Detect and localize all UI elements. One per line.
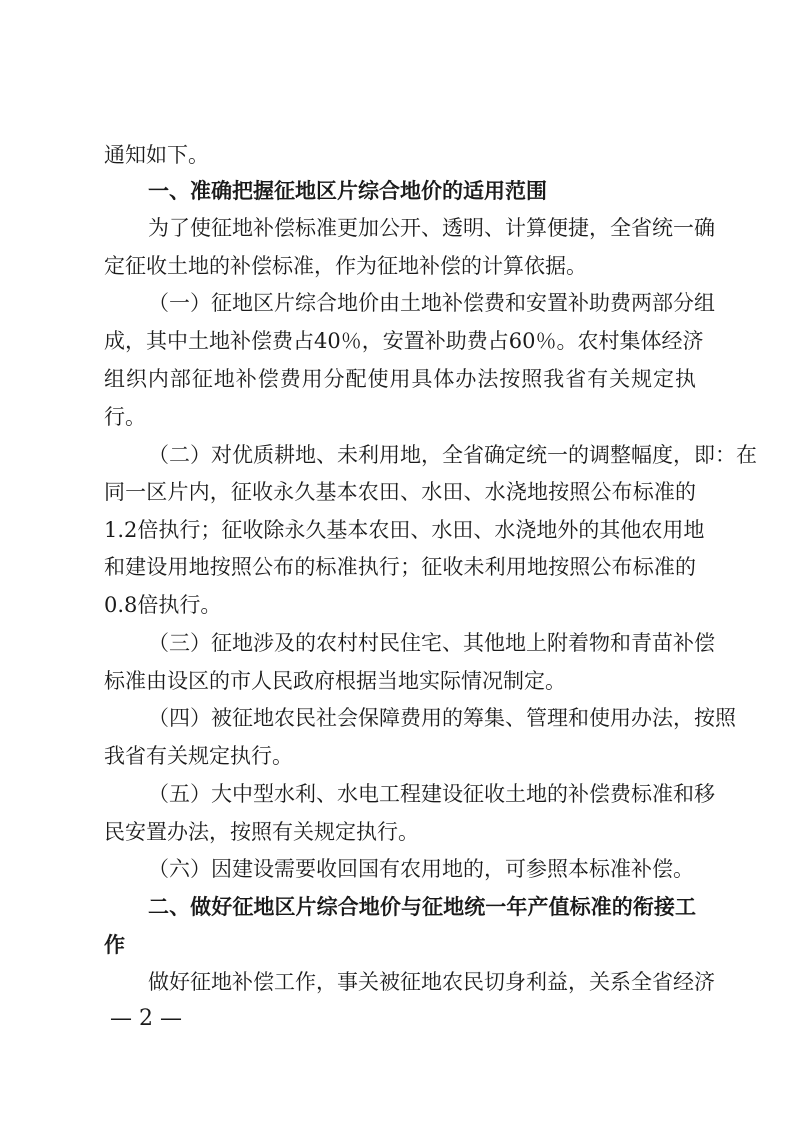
- paragraph-line: 行。: [104, 405, 146, 429]
- paragraph-line: 0.8倍执行。: [104, 593, 222, 617]
- paragraph-line: （六）因建设需要收回国有农用地的，可参照本标准补偿。: [148, 857, 694, 881]
- section-heading-1: 一、准确把握征地区片综合地价的适用范围: [148, 179, 547, 203]
- paragraph-line: 通知如下。: [104, 143, 209, 167]
- paragraph-line: （五）大中型水利、水电工程建设征收土地的补偿费标准和移: [148, 782, 715, 806]
- section-heading-2: 二、做好征地区片综合地价与征地统一年产值标准的衔接工: [148, 895, 696, 919]
- paragraph-line: 和建设用地按照公布的标准执行；征收未利用地按照公布标准的: [104, 555, 696, 579]
- paragraph-line: 做好征地补偿工作，事关被征地农民切身利益，关系全省经济: [148, 970, 715, 994]
- paragraph-line: 组织内部征地补偿费用分配使用具体办法按照我省有关规定执: [104, 367, 696, 391]
- paragraph-line: （一）征地区片综合地价由土地补偿费和安置补助费两部分组: [148, 291, 715, 315]
- page-number: — 2 —: [110, 1006, 182, 1031]
- paragraph-line: 定征收土地的补偿标准，作为征地补偿的计算依据。: [104, 254, 587, 278]
- paragraph-line: 为了使征地补偿标准更加公开、透明、计算便捷，全省统一确: [148, 216, 715, 240]
- paragraph-line: （四）被征地农民社会保障费用的筹集、管理和使用办法，按照: [148, 706, 736, 730]
- paragraph-line: 标准由设区的市人民政府根据当地实际情况制定。: [104, 669, 566, 693]
- paragraph-line: 我省有关规定执行。: [104, 744, 293, 768]
- paragraph-line: 成，其中土地补偿费占40％，安置补助费占60％。农村集体经济: [104, 329, 704, 353]
- section-heading-2-continuation: 作: [104, 933, 125, 957]
- paragraph-line: （三）征地涉及的农村村民住宅、其他地上附着物和青苗补偿: [148, 631, 715, 655]
- paragraph-line: （二）对优质耕地、未利用地，全省确定统一的调整幅度，即：在: [148, 443, 757, 467]
- paragraph-line: 同一区片内，征收永久基本农田、水田、水浇地按照公布标准的: [104, 480, 696, 504]
- paragraph-line: 1.2倍执行；征收除永久基本农田、水田、水浇地外的其他农用地: [104, 518, 705, 542]
- paragraph-line: 民安置办法，按照有关规定执行。: [104, 820, 419, 844]
